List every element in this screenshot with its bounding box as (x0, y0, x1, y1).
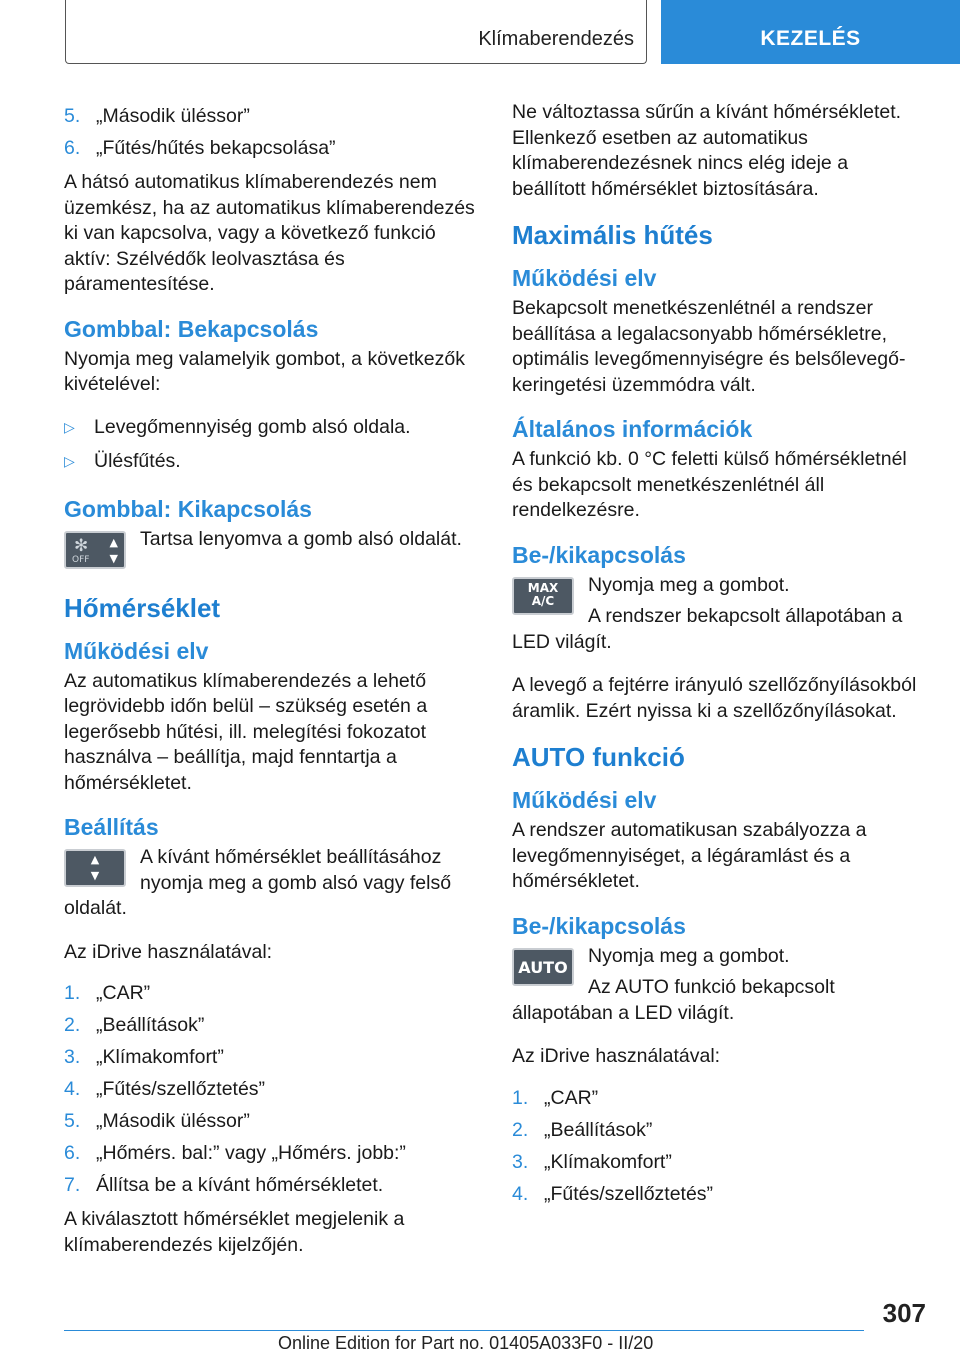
heading-on-off: Be-/kikapcsolás (512, 912, 686, 939)
off-label: OFF (72, 554, 90, 565)
arrow-up-icon: ▲ (90, 853, 100, 866)
chapter-tab: KEZELÉS (661, 0, 960, 64)
heading-auto-function: AUTO funkció (512, 742, 685, 772)
heading-principle: Működési elv (64, 637, 209, 664)
max-ac-block (512, 573, 926, 662)
triangle-bullet-icon: ▷ (64, 452, 75, 469)
list-item: 2. „Beállítások” (512, 1118, 653, 1141)
auto-button-image (512, 948, 574, 986)
arrow-down-icon: ▼ (90, 869, 100, 882)
heading-button-on: Gombbal: Bekapcsolás (64, 315, 319, 342)
paragraph-principle: Bekapcsolt menetkészenlétnél a rendszer beállítása a legalacsonyabb hőmérsékletre, optimális levegőmennyiségre és belsőlevegő-keringetési üzemmódra vált. (512, 297, 906, 396)
paragraph-led: A rendszer bekapcsolt állapotában a LED világít. (512, 605, 903, 653)
fan-icon: ✻ (74, 535, 89, 556)
section-title: Klímaberendezés (478, 28, 634, 50)
paragraph-auto: A rendszer automatikusan szabályozza a levegőmennyiséget, a légáramlást és a hőmérsékletet. (512, 819, 867, 892)
heading-principle: Működési elv (512, 265, 657, 291)
paragraph-display: A kiválasztott hőmérséklet megjelenik a klímaberendezés kijelzőjén. (64, 1208, 405, 1256)
heading-max-cooling: Maximális hűtés (512, 220, 713, 250)
heading-button-off: Gombbal: Kikapcsolás (64, 495, 312, 522)
list-item: 5. „Második üléssor” (64, 1110, 250, 1132)
steps-list-b (64, 977, 478, 1201)
ac-label: A/C (531, 593, 555, 608)
paragraph-button-on: Nyomja meg valamelyik gombot, a következők kivételével: (64, 347, 465, 395)
arrow-down-icon: ▼ (109, 551, 118, 565)
max-label: MAX (527, 580, 559, 595)
heading-on-off: Be-/kikapcsolás (512, 541, 686, 568)
paragraph-top: Ne változtassa sűrűn a kívánt hőmérsékletet. Ellenkező esetben az automatikus klímaberendezésnek nincs elég ideje a beállított hőmérséklet biztosítására. (512, 101, 902, 200)
paragraph-button-off: Tartsa lenyomva a gomb alsó oldalát. (140, 527, 462, 550)
heading-general-info: Általános információk (512, 416, 753, 442)
heading-setting: Beállítás (64, 814, 159, 840)
paragraph-auto-led: Az AUTO funkció bekapcsolt állapotában a LED világít. (512, 976, 835, 1024)
right-column (512, 100, 926, 1216)
paragraph-press: Nyomja meg a gombot. (588, 573, 790, 596)
list-item: 6. „Fűtés/hűtés bekapcsolása” (64, 137, 336, 159)
list-item: 7. Állítsa be a kívánt hőmérsékletet. (64, 1174, 384, 1196)
auto-block (512, 944, 926, 1033)
paragraph-vents: A levegő a fejtérre irányuló szellőzőnyílásokból áramlik. Ezért nyissa ki a szellőzőnyílásokat. (512, 674, 917, 722)
paragraph-idrive: Az iDrive használatával: (512, 1045, 721, 1067)
list-item: 5. „Második üléssor” (64, 105, 250, 127)
list-item: 6. „Hőmérs. bal:” vagy „Hőmérs. jobb:” (64, 1142, 406, 1164)
list-item: ▷ Levegőmennyiség gomb alsó oldala. (64, 410, 478, 444)
page-number: 307 (882, 1298, 926, 1328)
paragraph-press: Nyomja meg a gombot. (588, 944, 790, 967)
list-item: 3. „Klímakomfort” (64, 1046, 224, 1068)
list-item: 4. „Fűtés/szellőztetés” (512, 1182, 714, 1205)
button-off-block (64, 527, 478, 575)
setting-block (64, 845, 478, 928)
paragraph-general-info: A funkció kb. 0 °C feletti külső hőmérsékletnél és bekapcsolt menetkészenlétnél áll rendelkezésre. (512, 448, 907, 521)
list-item: 2. „Beállítások” (64, 1014, 205, 1036)
heading-temperature: Hőmérséklet (64, 592, 221, 623)
auto-label: AUTO (518, 957, 568, 977)
exceptions-list (64, 410, 478, 478)
max-ac-button-image (512, 577, 574, 615)
heading-principle: Működési elv (512, 787, 657, 813)
arrow-up-icon: ▲ (109, 535, 118, 549)
list-item: 1. „CAR” (64, 982, 151, 1004)
footer-divider (64, 1330, 864, 1331)
footer-edition: Online Edition for Part no. 01405A033F0 - II/20 (278, 1333, 654, 1353)
header-section-box (65, 0, 647, 64)
paragraph-principle: Az automatikus klímaberendezés a lehető legrövidebb időn belül – szükség esetén a legerősebb hűtési, ill. melegítési fokozatot használva – beállítja, majd fenntartja a hőmérsékletet. (64, 669, 428, 794)
fan-off-button-image (64, 531, 126, 569)
steps-list-c (512, 1082, 926, 1210)
paragraph-idrive: Az iDrive használatával: (64, 940, 273, 963)
triangle-bullet-icon: ▷ (64, 418, 75, 435)
paragraph-setting: A kívánt hőmérséklet beállításához nyomja meg a gomb alsó vagy felső oldalát. (64, 846, 452, 919)
list-item: 4. „Fűtés/szellőztetés” (64, 1078, 266, 1100)
list-item: ▷ Ülésfűtés. (64, 444, 478, 478)
steps-list-a (64, 100, 478, 164)
left-column (64, 100, 478, 1270)
list-item: 3. „Klímakomfort” (512, 1150, 672, 1173)
temperature-button-image (64, 849, 126, 887)
paragraph-rear-info: A hátsó automatikus klímaberendezés nem üzemkész, ha az automatikus klímaberendezés ki van kapcsolva, vagy a következő funkció aktív: Szélvédők leolvasztása és páramentesítése. (64, 171, 475, 295)
list-item: 1. „CAR” (512, 1086, 599, 1109)
